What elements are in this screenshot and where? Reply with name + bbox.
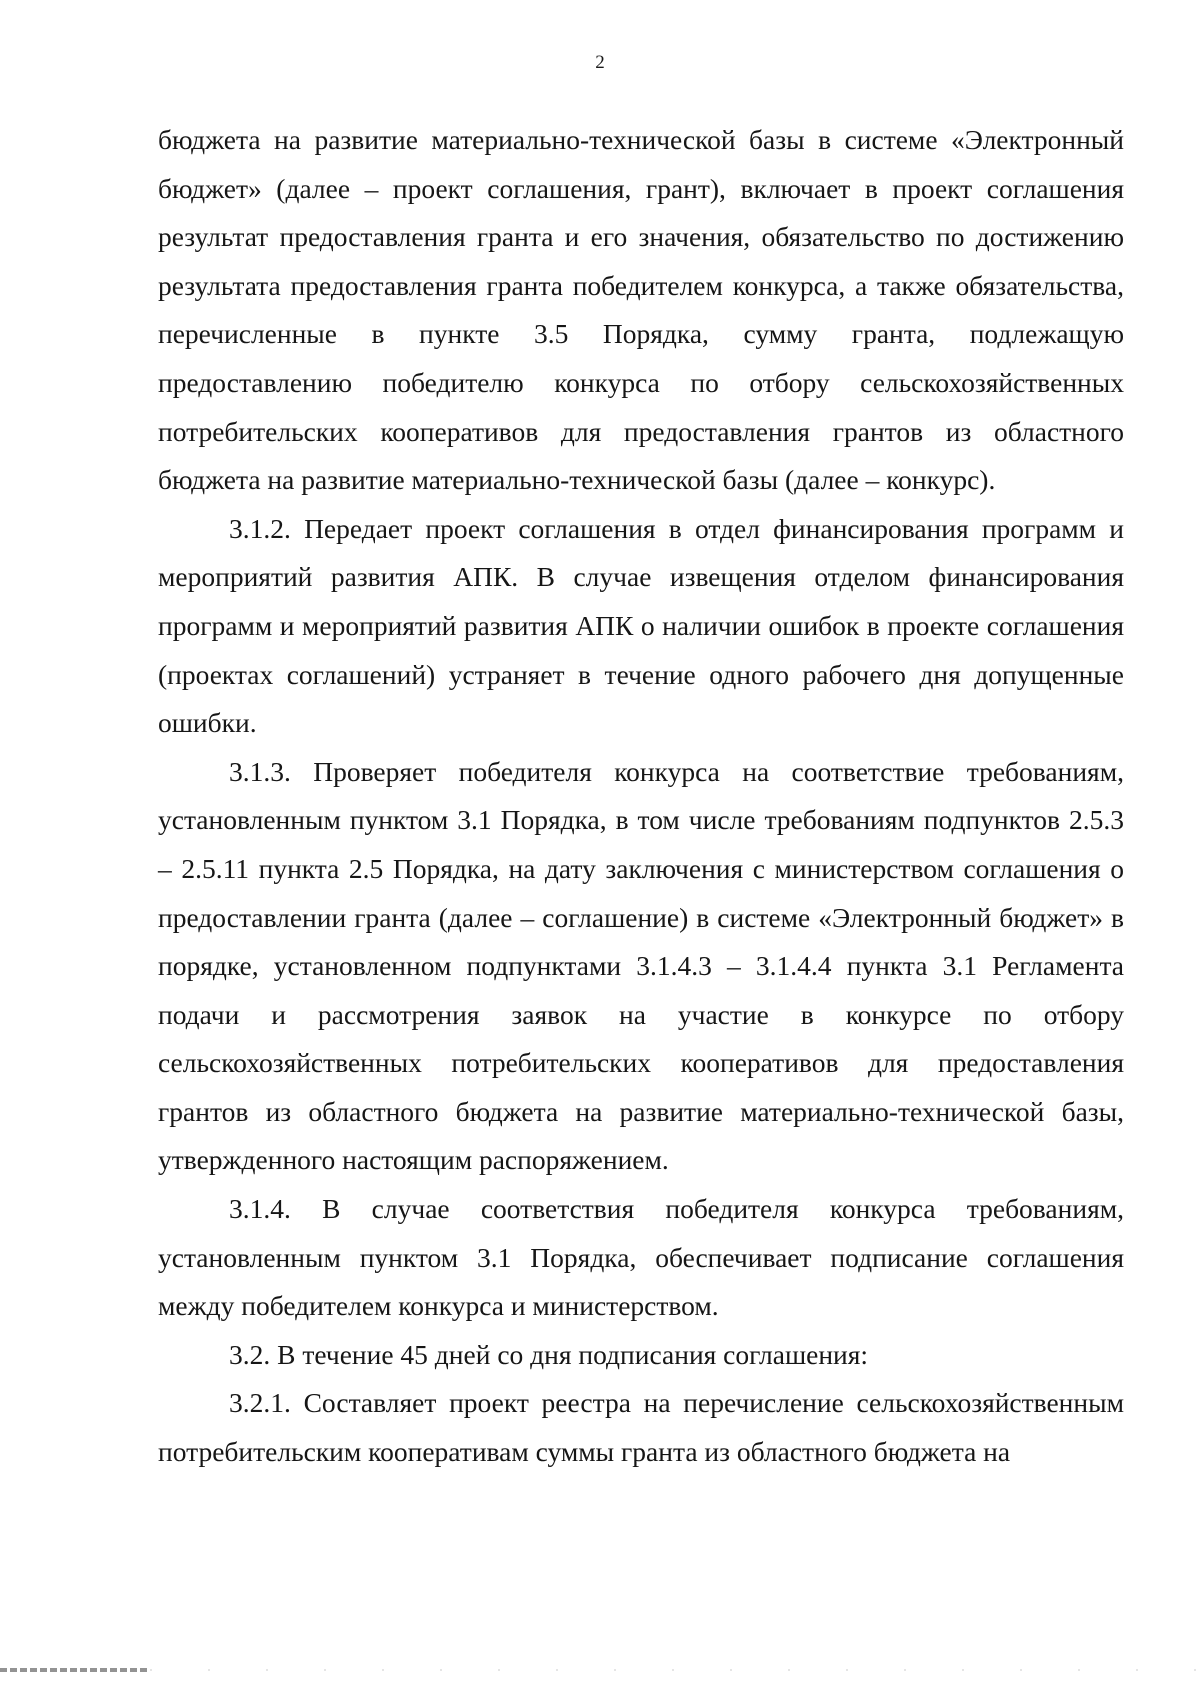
paragraph-3-1-3: 3.1.3. Проверяет победителя конкурса на соответствие требованиям, установленным пунктом 3.1 Порядка, в том числе требованиям подпунктов 2.5.3 – 2.5.11 пункта 2.5 Порядка, на дату заключения с министерством соглашения о предоставлении гранта (далее – соглашение) в системе «Электронный бюджет» в порядке, установленном подпунктами 3.1.4.3 – 3.1.4.4 пункта 3.1 Регламента подачи и рассмотрения заявок на участие в конкурсе по отбору сельскохозяйственных потребительских кооперативов для предоставления грантов из областного бюджета на развитие материально-технической базы, утвержденного настоящим распоряжением.: [158, 755, 1124, 1176]
paragraph-3-2: 3.2. В течение 45 дней со дня подписания соглашения:: [229, 1338, 869, 1370]
page-number: 2: [595, 52, 605, 73]
scan-noise-line: [150, 1669, 1200, 1671]
document-body: [158, 116, 1124, 1477]
paragraph-3-2-1: 3.2.1. Составляет проект реестра на перечисление сельскохозяйственным потребительским кооперативам суммы гранта из областного бюджета на: [158, 1387, 1124, 1468]
paragraph-3-1-4: 3.1.4. В случае соответствия победителя конкурса требованиям, установленным пунктом 3.1 Порядка, обеспечивает подписание соглашения между победителем конкурса и министерством.: [158, 1193, 1124, 1322]
scan-edge-mark: [0, 1668, 150, 1672]
paragraph-continuation: бюджета на развитие материально-технической базы в системе «Электронный бюджет» (далее – проект соглашения, грант), включает в проект соглашения результат предоставления гранта и его значения, обязательство по достижению результата предоставления гранта победителем конкурса, а также обязательства, перечисленные в пункте 3.5 Порядка, сумму гранта, подлежащую предоставлению победителю конкурса по отбору сельскохозяйственных потребительских кооперативов для предоставления грантов из областного бюджета на развитие материально-технической базы (далее – конкурс).: [158, 124, 1124, 496]
paragraph-3-1-2: 3.1.2. Передает проект соглашения в отдел финансирования программ и мероприятий развития АПК. В случае извещения отделом финансирования программ и мероприятий развития АПК о наличии ошибок в проекте соглашения (проектах соглашений) устраняет в течение одного рабочего дня допущенные ошибки.: [158, 512, 1124, 739]
